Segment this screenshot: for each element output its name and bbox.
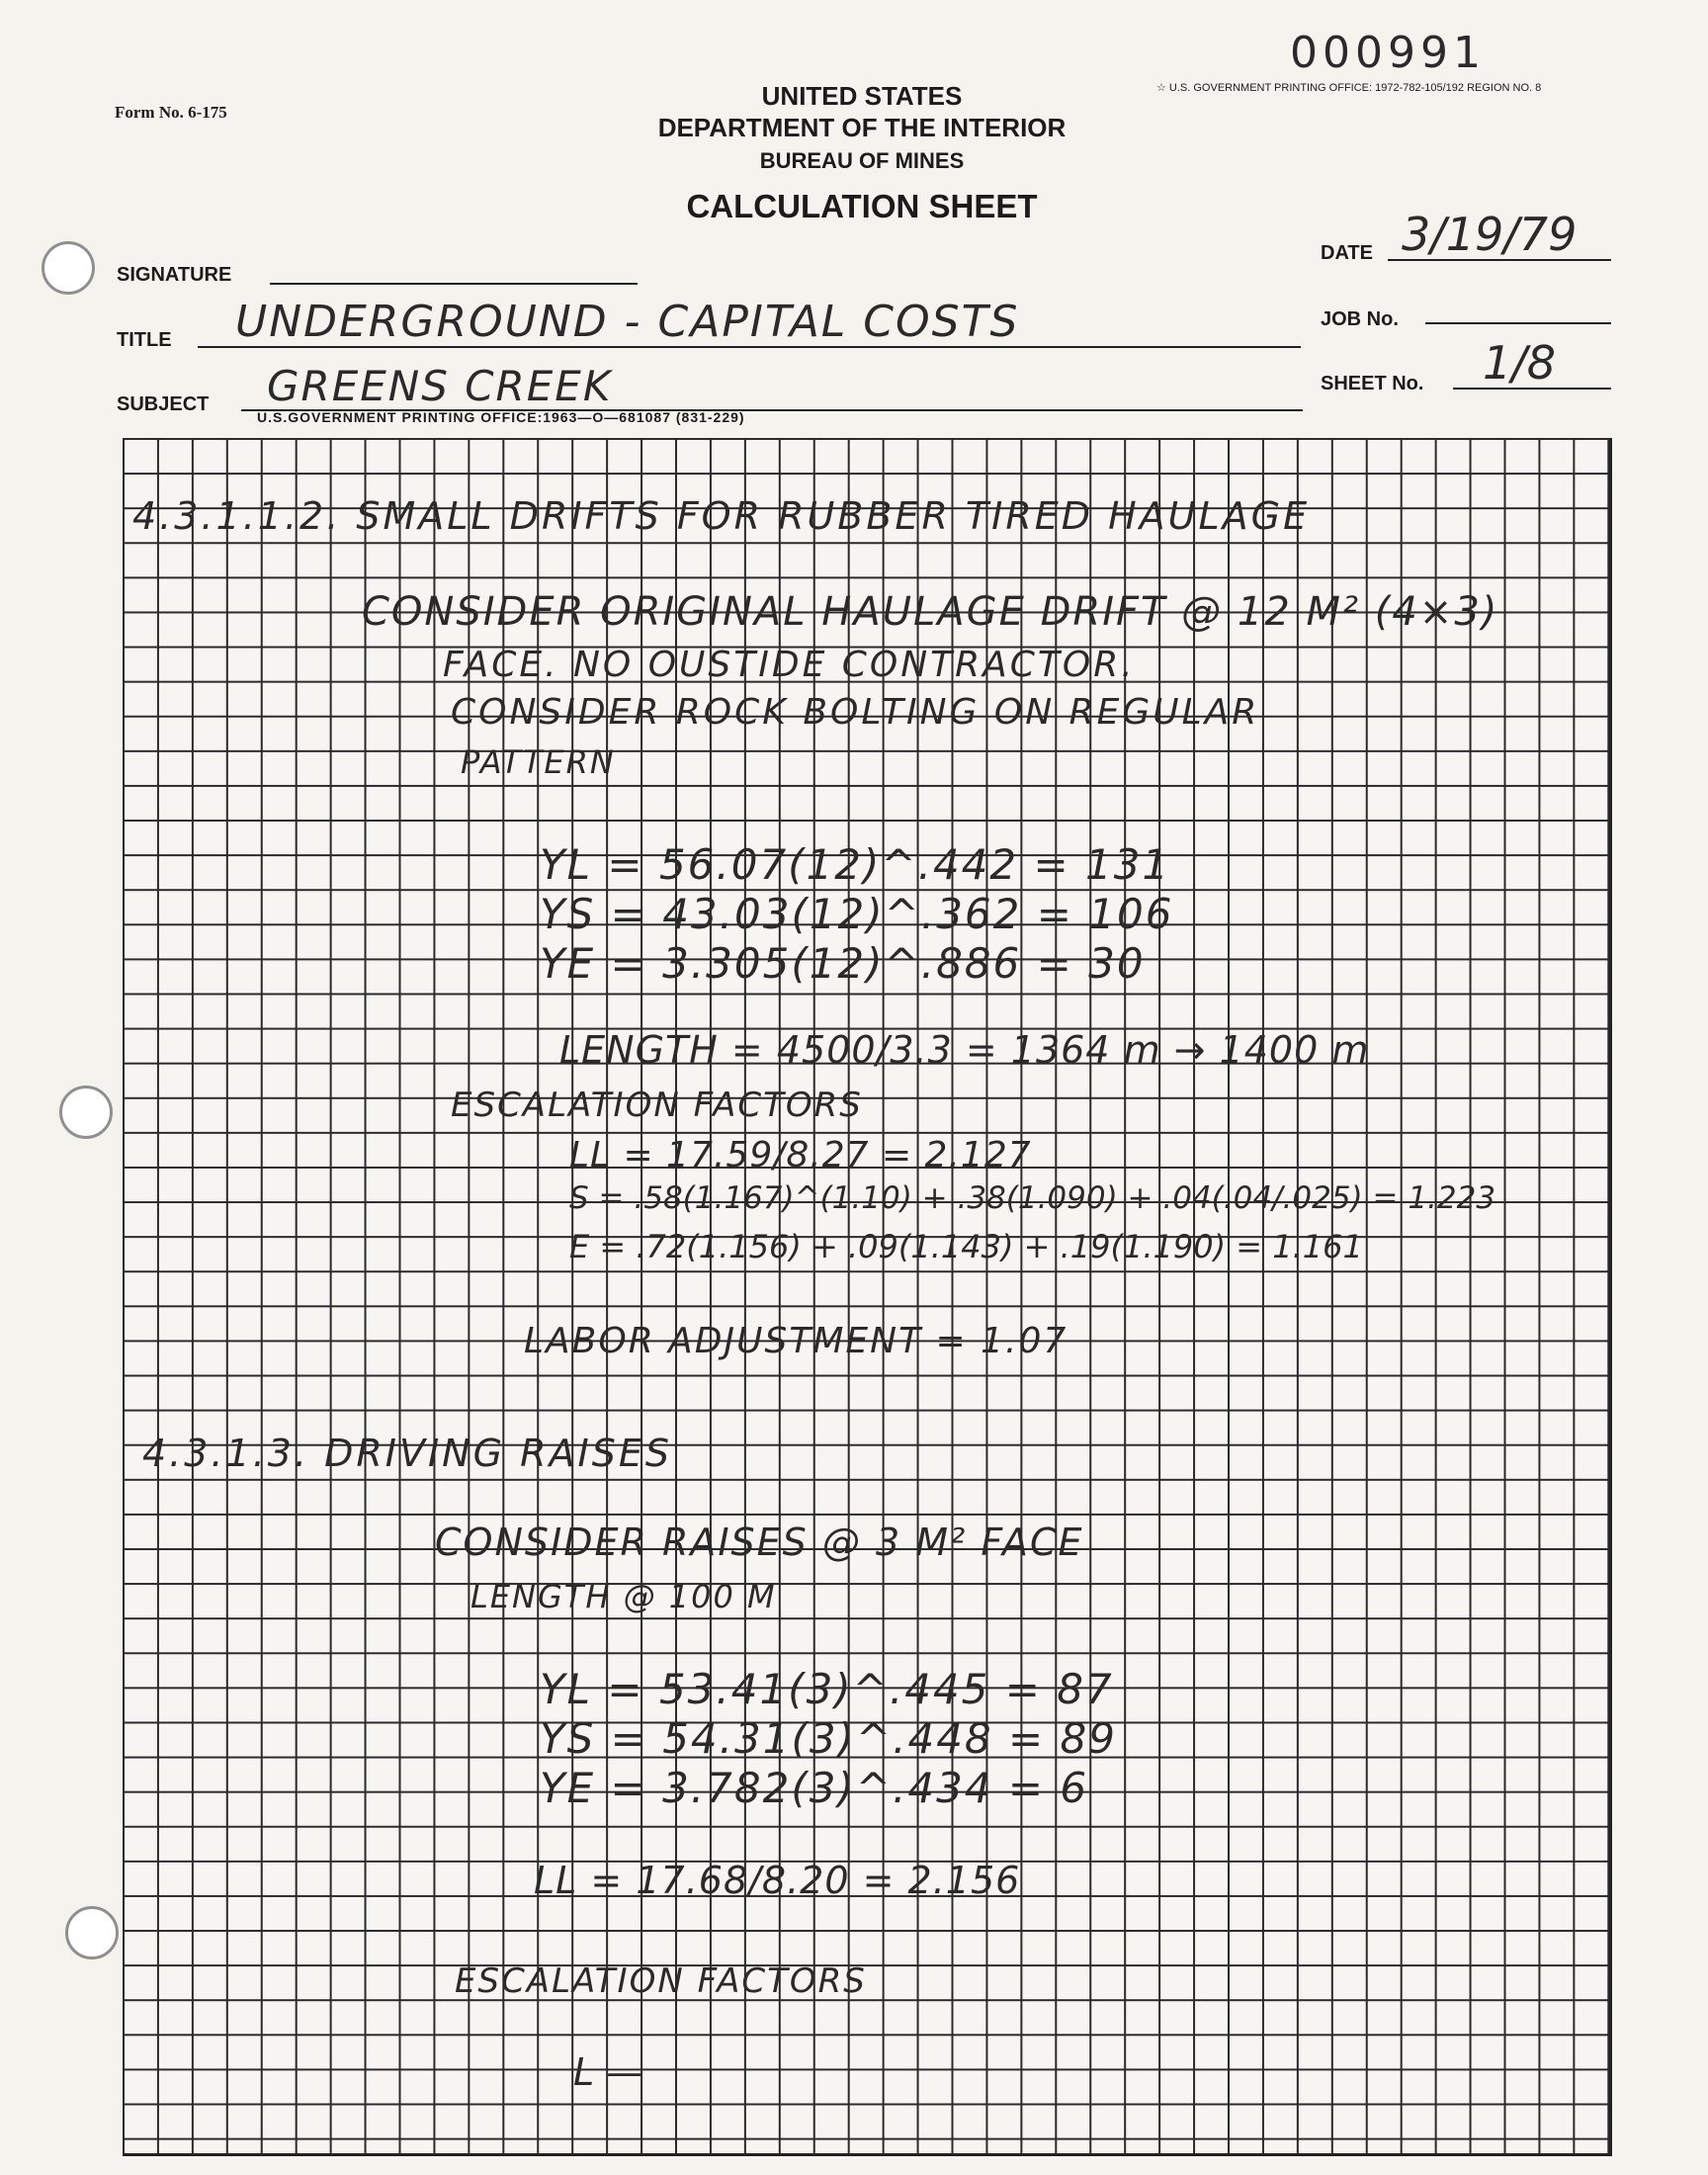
agency-line-1: UNITED STATES [761,81,963,111]
section-2-heading: 4.3.1.3. DRIVING RAISES [142,1432,672,1475]
agency-line-2: DEPARTMENT OF THE INTERIOR [657,113,1067,142]
binder-hole-middle [59,1086,113,1139]
title-label: TITLE [117,329,172,351]
document-number: 000991 [1290,28,1486,78]
printing-office-bottom: U.S.GOVERNMENT PRINTING OFFICE:1963—O—681087 (831-229) [257,409,745,425]
sheet-number-label: SHEET No. [1321,373,1424,394]
binder-hole-top [42,241,95,295]
printing-office-top: ☆ U.S. GOVERNMENT PRINTING OFFICE: 1972-782-105/192 REGION NO. 8 [1156,82,1542,94]
date-label: DATE [1321,242,1373,264]
subject-value: GREENS CREEK [267,362,613,410]
section-2-escalation-heading: ESCALATION FACTORS [455,1961,867,2001]
signature-label: SIGNATURE [117,264,232,286]
agency-line-3: BUREAU OF MINES [759,148,965,173]
section-2-line-1: CONSIDER RAISES @ 3 M² FACE [435,1521,1084,1564]
section-1-line-4: PATTERN [461,743,616,781]
section-1-line-1: CONSIDER ORIGINAL HAULAGE DRIFT @ 12 M² (4×3) [362,589,1499,635]
job-number-label: JOB No. [1321,308,1399,330]
section-1-equipment-factor: E = .72(1.156) + .09(1.143) + .19(1.190) = 1.161 [569,1228,1363,1265]
form-number: Form No. 6-175 [115,103,227,122]
section-1-labor-factor: LL = 17.59/8.27 = 2.127 [569,1135,1032,1175]
sheet-number-value: 1/8 [1483,336,1557,390]
sheet-type-title: CALCULATION SHEET [686,188,1038,224]
date-value: 3/19/79 [1402,208,1578,261]
section-1-length: LENGTH = 4500/3.3 = 1364 m → 1400 m [559,1028,1370,1072]
section-1-line-3: CONSIDER ROCK BOLTING ON REGULAR [451,692,1260,733]
section-1-labor-adjustment: LABOR ADJUSTMENT = 1.07 [524,1321,1068,1361]
section-1-heading: 4.3.1.1.2. SMALL DRIFTS FOR RUBBER TIRED HAULAGE [132,494,1311,538]
section-1-supplies-factor: S = .58(1.167)^(1.10) + .38(1.090) + .04(.04/.025) = 1.223 [569,1180,1496,1216]
signature-line [270,283,638,285]
section-1-line-2: FACE. NO OUSTIDE CONTRACTOR. [443,645,1136,685]
section-2-yl-equation: YL = 53.41(3)^.445 = 87 [540,1665,1114,1713]
section-2-line-2: LENGTH @ 100 M [470,1578,777,1615]
subject-label: SUBJECT [117,393,210,415]
section-2-ye-equation: YE = 3.782(3)^.434 = 6 [540,1764,1089,1812]
binder-hole-bottom [65,1906,119,1959]
title-value: UNDERGROUND - CAPITAL COSTS [235,297,1020,347]
section-1-yl-equation: YL = 56.07(12)^.442 = 131 [540,840,1171,889]
section-1-ye-equation: YE = 3.305(12)^.886 = 30 [540,939,1146,988]
section-2-labor-factor: LL = 17.68/8.20 = 2.156 [534,1859,1021,1902]
section-1-escalation-heading: ESCALATION FACTORS [451,1086,863,1125]
section-1-ys-equation: YS = 43.03(12)^.362 = 106 [540,890,1174,938]
section-2-labor-line: L — [573,2050,644,2094]
job-number-line [1425,322,1611,324]
section-2-ys-equation: YS = 54.31(3)^.448 = 89 [540,1714,1117,1763]
